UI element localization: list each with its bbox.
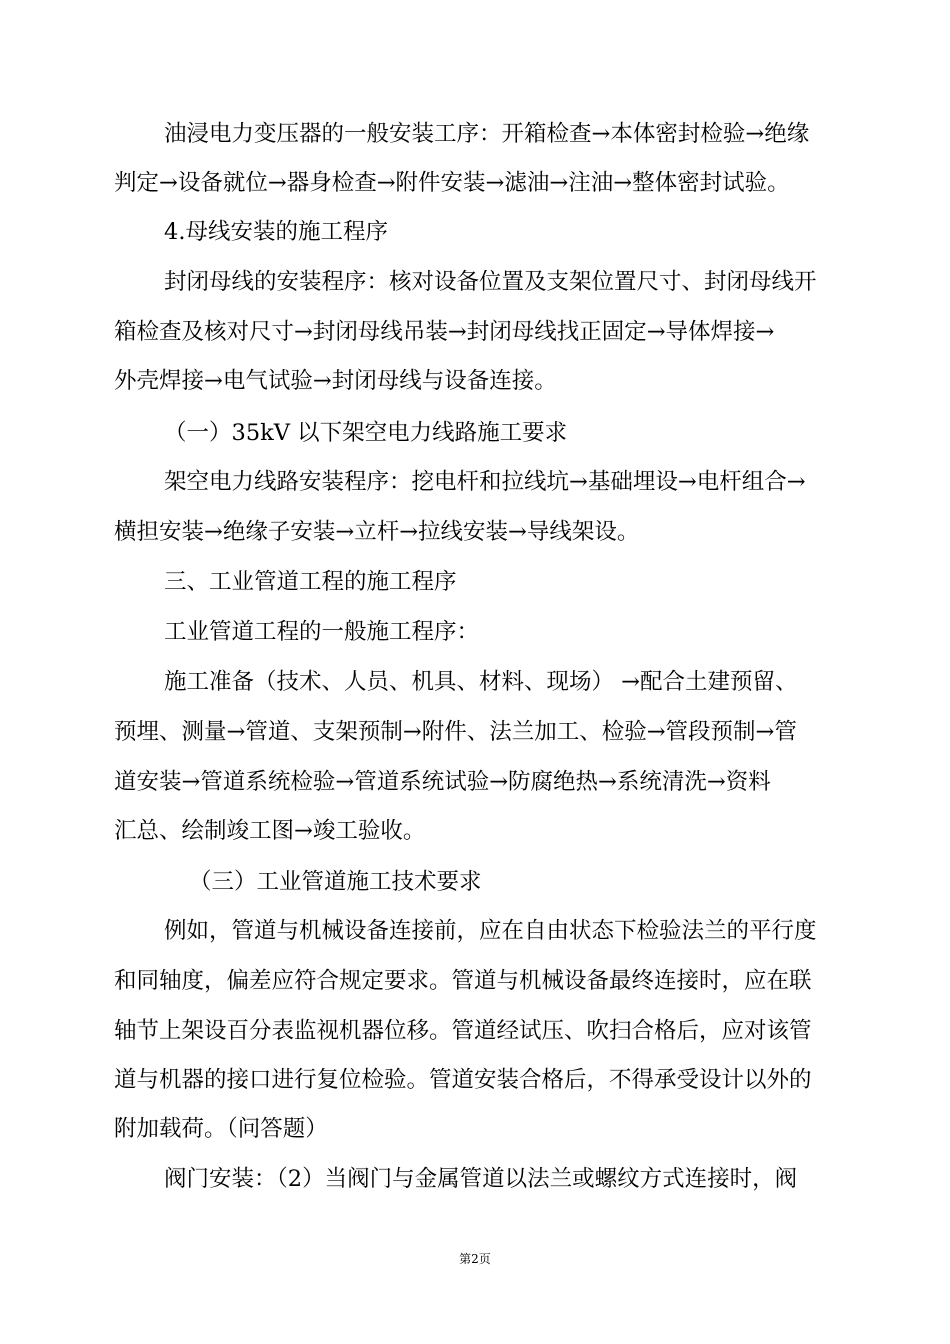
page-number: 第2页 [459, 1252, 491, 1266]
section-heading: （三）工业管道施工技术要求 [189, 869, 482, 895]
paragraph-line: 轴节上架设百分表监视机器位移。管道经试压、吹扫合格后，应对该管 [114, 1018, 812, 1044]
paragraph-line: 横担安装→绝缘子安装→立杆→拉线安装→导线架设。 [114, 519, 640, 545]
paragraph-line: 封闭母线的安装程序：核对设备位置及支架位置尺寸、封闭母线开 [164, 269, 817, 295]
paragraph-line: 判定→设备就位→器身检查→附件安装→滤油→注油→整体密封试验。 [114, 170, 790, 196]
paragraph-line: 和同轴度，偏差应符合规定要求。管道与机械设备最终连接时，应在联 [114, 968, 812, 994]
section-heading: 三、工业管道工程的施工程序 [164, 569, 457, 595]
paragraph-line: 附加载荷。（问答题） [114, 1116, 328, 1142]
paragraph-line: 例如，管道与机械设备连接前，应在自由状态下检验法兰的平行度 [164, 918, 817, 944]
paragraph-line: 工业管道工程的一般施工程序： [164, 619, 480, 645]
section-heading: （一）35kV 以下架空电力线路施工要求 [164, 420, 568, 446]
paragraph-line: 油浸电力变压器的一般安装工序：开箱检查→本体密封检验→绝缘 [164, 121, 810, 147]
paragraph-line: 预埋、测量→管道、支架预制→附件、法兰加工、检验→管段预制→管 [114, 719, 797, 745]
paragraph-line: 架空电力线路安装程序：挖电杆和拉线坑→基础埋设→电杆组合→ [164, 469, 806, 495]
paragraph-line: 外壳焊接→电气试验→封闭母线与设备连接。 [114, 368, 557, 394]
paragraph-line: 汇总、绘制竣工图→竣工验收。 [114, 818, 426, 844]
section-heading: 4.母线安装的施工程序 [164, 219, 388, 245]
paragraph-line: 阀门安装：（2）当阀门与金属管道以法兰或螺纹方式连接时，阀 [164, 1166, 798, 1192]
paragraph-line: 箱检查及核对尺寸→封闭母线吊装→封闭母线找正固定→导体焊接→ [114, 319, 775, 345]
paragraph-line: 道与机器的接口进行复位检验。管道安装合格后，不得承受设计以外的 [114, 1067, 812, 1093]
paragraph-line: 道安装→管道系统检验→管道系统试验→防腐绝热→系统清洗→资料 [114, 769, 771, 795]
paragraph-line: 施工准备（技术、人员、机具、材料、现场） →配合土建预留、 [164, 669, 798, 695]
